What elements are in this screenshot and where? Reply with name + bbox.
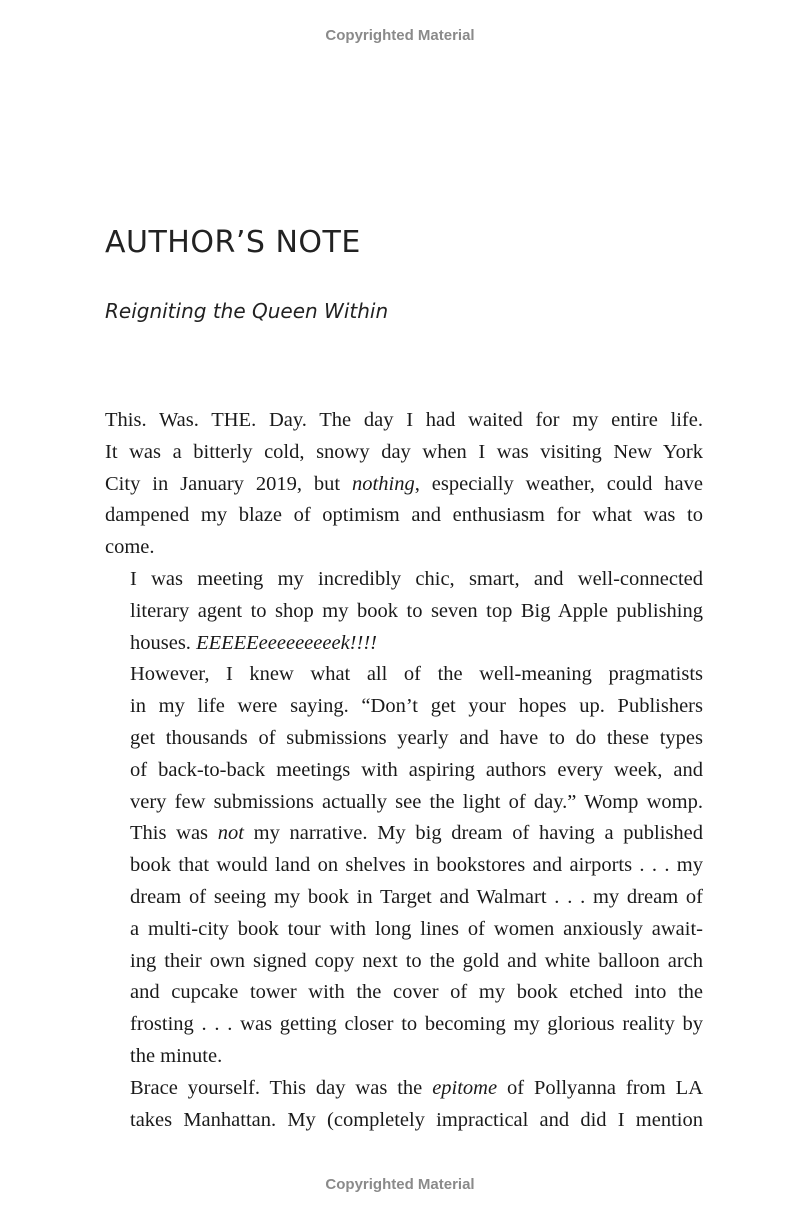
text-line: of back-to-back meetings with aspiring authors every week, and <box>130 758 703 781</box>
chapter-subtitle: Reigniting the Queen Within <box>105 299 389 323</box>
copyright-watermark-top: Copyrighted Material <box>325 27 475 44</box>
text-line: book that would land on shelves in bookstores and airports . . . my <box>130 854 703 877</box>
text-line: houses. EEEEEeeeeeeeeek!!!! <box>130 631 377 654</box>
chapter-title: AUTHOR’S NOTE <box>105 225 361 260</box>
paragraph-3 <box>105 659 703 818</box>
text-line: the minute. <box>130 1044 223 1067</box>
emphasis: EEEEEeeeeeeeeek!!!! <box>196 631 377 654</box>
text-line: come. <box>105 536 155 559</box>
text-line: However, I knew what all of the well-meaning pragmatists <box>130 663 703 686</box>
text-line: ing their own signed copy next to the gold and white balloon arch <box>130 949 703 972</box>
paragraph-2 <box>105 564 703 659</box>
text-line: This. Was. THE. Day. The day I had waited for my entire life. <box>105 409 703 431</box>
text-line: I was meeting my incredibly chic, smart, and well-connected <box>130 567 703 590</box>
text-line: dream of seeing my book in Target and Walmart . . . my dream of <box>130 885 703 908</box>
copyright-watermark-bottom: Copyrighted Material <box>325 1176 475 1193</box>
emphasis: epitome <box>432 1076 498 1099</box>
paragraph-5 <box>105 1073 703 1137</box>
text-line: in my life were saying. “Don’t get your hopes up. Publishers <box>130 695 703 718</box>
text-line: dampened my blaze of optimism and enthusiasm for what was to <box>105 504 703 527</box>
paragraph-4 <box>105 818 703 1072</box>
text-line: This was not my narrative. My big dream of having a published <box>130 822 703 845</box>
paragraph-1 <box>105 405 703 564</box>
text-line: a multi-city book tour with long lines of women anxiously await- <box>130 917 703 940</box>
body-text <box>105 405 703 1136</box>
text-line: get thousands of submissions yearly and have to do these types <box>130 726 703 749</box>
emphasis: not <box>217 822 244 845</box>
emphasis: nothing <box>352 472 415 495</box>
text-line: literary agent to shop my book to seven top Big Apple publishing <box>130 599 703 622</box>
text-line: and cupcake tower with the cover of my book etched into the <box>130 981 703 1004</box>
text-line: frosting . . . was getting closer to becoming my glorious reality by <box>130 1013 703 1036</box>
text-line: very few submissions actually see the light of day.” Womp womp. <box>130 790 703 813</box>
text-line: Brace yourself. This day was the epitome of Pollyanna from LA <box>130 1076 703 1099</box>
text-line: takes Manhattan. My (completely impractical and did I mention <box>130 1108 703 1131</box>
text-line: City in January 2019, but nothing, especially weather, could have <box>105 472 703 495</box>
text-line: It was a bitterly cold, snowy day when I was visiting New York <box>105 440 703 463</box>
